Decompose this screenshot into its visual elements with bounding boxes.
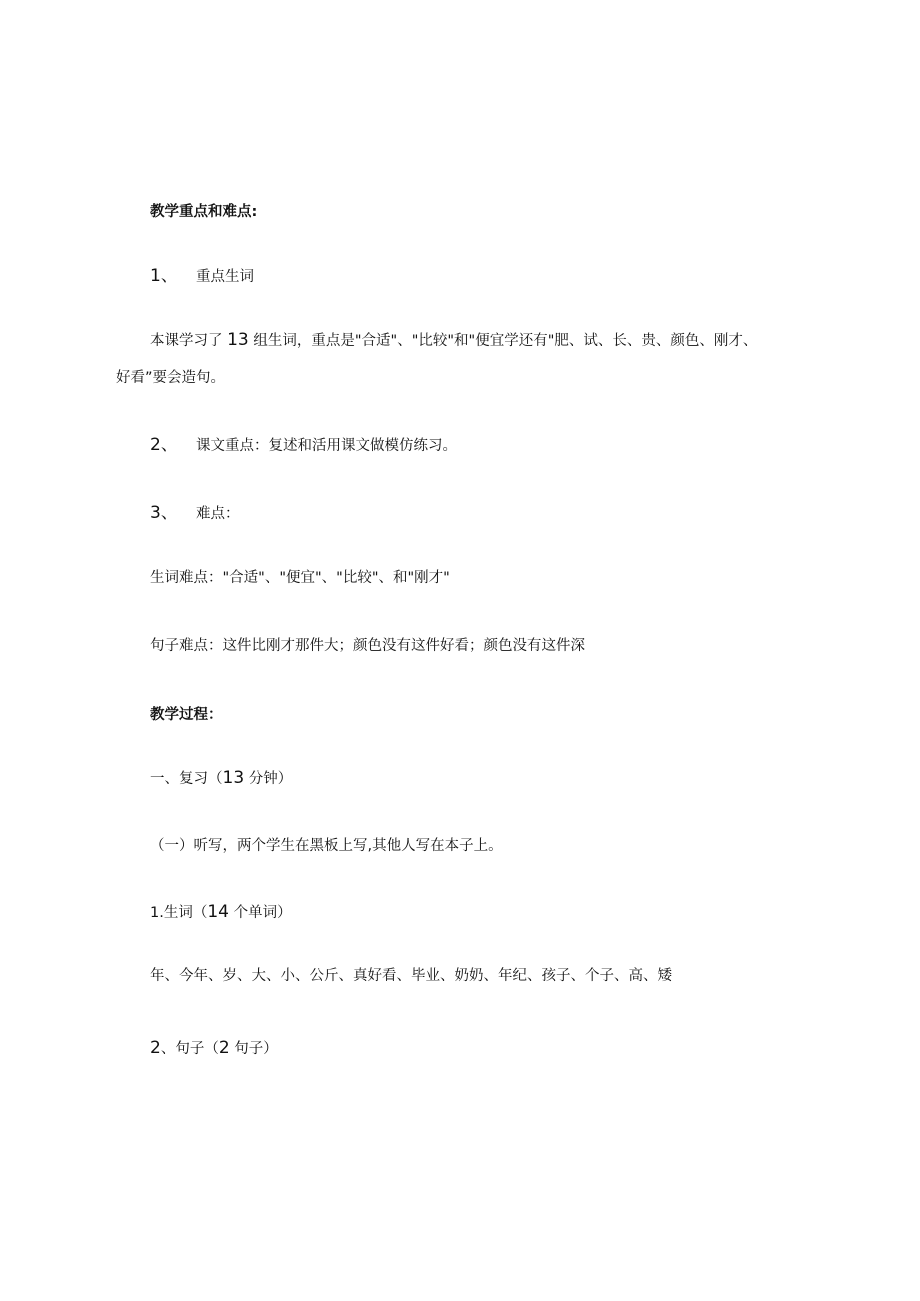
- heading-teaching-process: [150, 705, 223, 725]
- sentences-item-number: 2: [150, 1038, 161, 1058]
- sentences-item-count: 2: [218, 1038, 230, 1058]
- review-section: [150, 768, 292, 789]
- words-item-count: 14: [207, 902, 229, 922]
- sentence-difficulty-text: 句子难点：这件比刚才那件大；颜色没有这件好看；颜色没有这件深: [150, 638, 585, 654]
- dictation-step: [150, 836, 503, 856]
- words-item-suffix: 个单词）: [233, 905, 292, 921]
- sentences-item: [150, 1038, 278, 1059]
- item-2-label: 课文重点：复述和活用课文做模仿练习。: [196, 438, 457, 454]
- dictation-text: （一）听写，两个学生在黑板上写,其他人写在本子上。: [150, 838, 503, 854]
- heading-key-points-text: 教学重点和难点:: [150, 204, 258, 220]
- sentence-difficulty: [150, 636, 585, 656]
- paragraph-1-rest: 组生词，重点是"合适"、"比较"和"便宜学还有"肥、试、长、贵、颜色、刚才、: [253, 333, 758, 349]
- review-prefix: 一、复习（: [150, 771, 223, 787]
- review-minutes: 13: [222, 768, 245, 788]
- item-2-number: 2、: [150, 435, 178, 455]
- paragraph-1-count: 13: [227, 330, 249, 350]
- item-3: [150, 503, 240, 524]
- item-1-number: 1、: [150, 266, 178, 286]
- paragraph-1-line-1: [150, 330, 757, 351]
- item-3-number: 3、: [150, 503, 178, 523]
- item-1: [150, 266, 254, 287]
- word-list-text: 年、今年、岁、大、小、公斤、真好看、毕业、奶奶、年纪、孩子、个子、高、矮: [150, 968, 672, 984]
- vocab-difficulty: [150, 568, 450, 588]
- item-2: [150, 435, 457, 456]
- word-list: [150, 966, 672, 986]
- item-3-label: 难点：: [196, 506, 240, 522]
- words-item: [150, 902, 292, 923]
- item-1-label: 重点生词: [196, 269, 254, 285]
- paragraph-1-prefix: 本课学习了: [150, 333, 223, 349]
- sentences-item-sep: 、句子（: [160, 1041, 219, 1057]
- heading-teaching-process-text: 教学过程：: [150, 707, 223, 723]
- paragraph-1-line-2-text: 好看”要会造句。: [116, 370, 226, 386]
- paragraph-1-line-2: [116, 368, 225, 388]
- sentences-item-suffix: 句子）: [234, 1041, 278, 1057]
- vocab-difficulty-text: 生词难点："合适"、"便宜"、"比较"、和"刚才": [150, 570, 450, 586]
- review-suffix: 分钟）: [248, 771, 293, 787]
- heading-key-points: [150, 202, 257, 222]
- words-item-prefix: 1.生词（: [150, 905, 208, 921]
